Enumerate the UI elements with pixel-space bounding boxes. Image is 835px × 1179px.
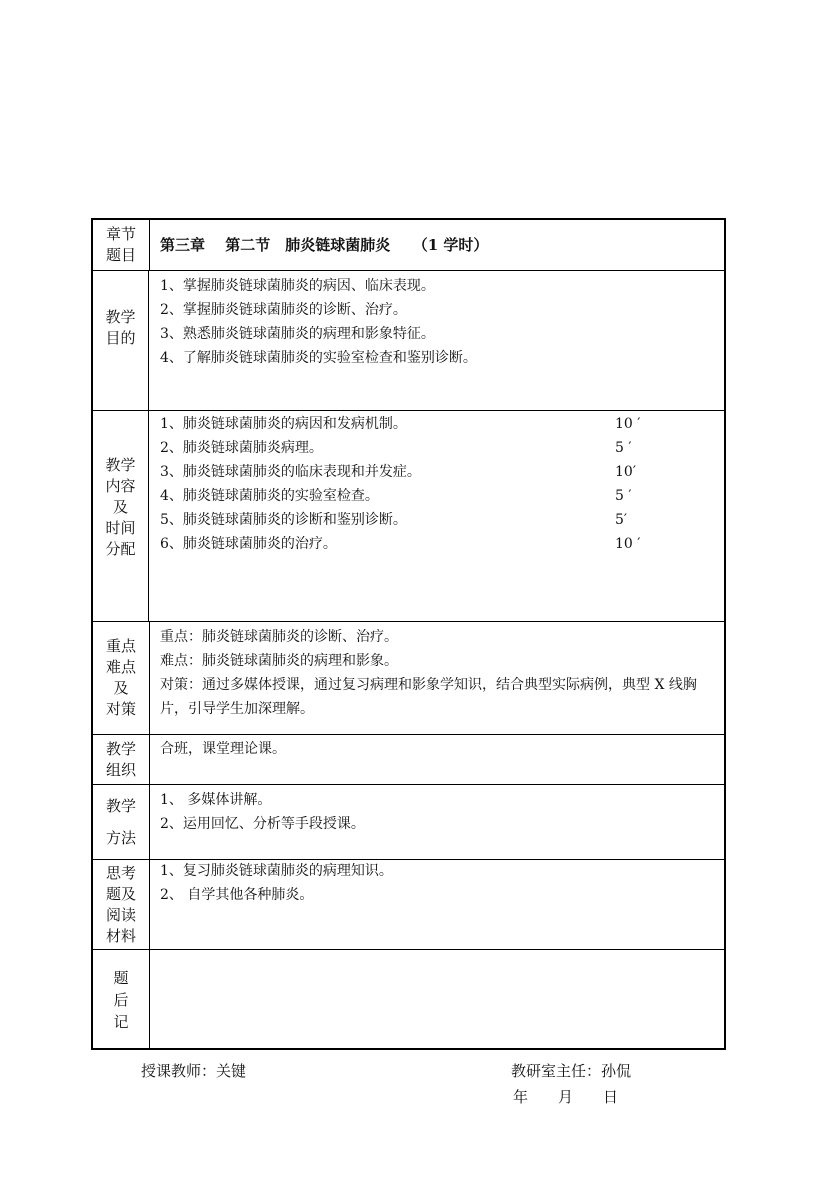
row-label bbox=[93, 220, 150, 270]
label-line: 对策 bbox=[105, 700, 136, 718]
time-value: 10 ′ bbox=[615, 416, 641, 432]
label-line: 后 bbox=[113, 991, 129, 1009]
row-label bbox=[93, 785, 150, 859]
row-label bbox=[93, 271, 149, 410]
list-item: 2、掌握肺炎链球菌肺炎的诊断、治疗。 bbox=[160, 302, 407, 318]
label-line: 教学 bbox=[105, 739, 136, 758]
item-text: 3、肺炎链球菌肺炎的临床表现和并发症。 bbox=[160, 464, 421, 480]
label-line: 难点 bbox=[105, 658, 136, 676]
label-line: 目的 bbox=[105, 329, 136, 347]
label-line: 题 bbox=[113, 969, 129, 987]
list-item bbox=[160, 484, 716, 508]
list-item: 3、熟悉肺炎链球菌肺炎的病理和影象特征。 bbox=[160, 326, 435, 342]
row-content bbox=[160, 412, 716, 556]
label-line: 章节 bbox=[105, 225, 136, 243]
label-line: 内容 bbox=[105, 477, 136, 495]
list-item bbox=[160, 532, 716, 556]
list-item: 重点：肺炎链球菌肺炎的诊断、治疗。 bbox=[160, 629, 398, 645]
list-item bbox=[160, 508, 716, 532]
row-objectives bbox=[93, 271, 724, 411]
label-line: 组织 bbox=[105, 760, 136, 779]
label-line: 材料 bbox=[105, 926, 136, 945]
time-value: 5 ′ bbox=[615, 488, 632, 504]
label-line: 题目 bbox=[105, 246, 136, 264]
list-item: 对策：通过多媒体授课，通过复习病理和影象学知识，结合典型实际病例，典型 X 线胸片，引导学生加深理解。 bbox=[160, 677, 697, 717]
list-item: 4、了解肺炎链球菌肺炎的实验室检查和鉴别诊断。 bbox=[160, 350, 477, 366]
chapter-title: 第三章 第二节 肺炎链球菌肺炎 （1 学时） bbox=[160, 236, 489, 254]
row-notes bbox=[93, 950, 724, 1050]
list-item: 2、运用回忆、分析等手段授课。 bbox=[160, 816, 365, 832]
row-content bbox=[160, 274, 716, 370]
row-label bbox=[93, 411, 149, 621]
label-line: 及 bbox=[112, 498, 128, 516]
label-line: 题及 bbox=[105, 884, 136, 903]
label-line: 方法 bbox=[105, 829, 136, 847]
row-label bbox=[93, 860, 150, 949]
date-line: 年 月 日 bbox=[513, 1088, 619, 1106]
list-item: 2、 自学其他各种肺炎。 bbox=[160, 887, 314, 903]
row-content bbox=[160, 859, 716, 907]
list-item: 1、复习肺炎链球菌肺炎的病理知识。 bbox=[160, 863, 393, 879]
lesson-plan-table bbox=[91, 218, 726, 1050]
row-organization bbox=[93, 735, 724, 785]
label-line: 教学 bbox=[105, 308, 136, 326]
row-label bbox=[93, 735, 150, 784]
label-line: 教学 bbox=[105, 456, 136, 474]
list-item: 1、掌握肺炎链球菌肺炎的病因、临床表现。 bbox=[160, 278, 435, 294]
label-line: 记 bbox=[113, 1013, 129, 1031]
time-value: 10′ bbox=[615, 464, 636, 480]
row-key-points bbox=[93, 622, 724, 735]
list-item: 合班，课堂理论课。 bbox=[160, 741, 286, 757]
time-value: 10 ′ bbox=[615, 536, 641, 552]
label-line: 重点 bbox=[105, 637, 136, 655]
row-content bbox=[160, 737, 716, 761]
teacher-signature: 授课教师：关键 bbox=[141, 1062, 247, 1080]
item-text: 4、肺炎链球菌肺炎的实验室检查。 bbox=[160, 488, 379, 504]
time-value: 5′ bbox=[615, 512, 628, 528]
label-line: 教学 bbox=[105, 797, 136, 815]
item-text: 6、肺炎链球菌肺炎的治疗。 bbox=[160, 536, 337, 552]
director-signature: 教研室主任：孙侃 bbox=[511, 1062, 632, 1080]
list-item: 难点：肺炎链球菌肺炎的病理和影象。 bbox=[160, 653, 398, 669]
row-label bbox=[93, 950, 150, 1050]
item-text: 1、肺炎链球菌肺炎的病因和发病机制。 bbox=[160, 416, 407, 432]
row-label bbox=[93, 622, 150, 734]
list-item bbox=[160, 436, 716, 460]
label-line: 阅读 bbox=[105, 905, 136, 924]
label-line: 思考 bbox=[105, 863, 136, 882]
item-text: 5、肺炎链球菌肺炎的诊断和鉴别诊断。 bbox=[160, 512, 407, 528]
list-item bbox=[160, 412, 716, 436]
list-item: 1、 多媒体讲解。 bbox=[160, 792, 272, 808]
label-line: 时间 bbox=[105, 519, 136, 537]
item-text: 2、肺炎链球菌肺炎病理。 bbox=[160, 440, 323, 456]
row-content bbox=[160, 625, 716, 721]
row-content bbox=[160, 788, 716, 836]
row-methods bbox=[93, 785, 724, 860]
label-line: 分配 bbox=[105, 540, 136, 558]
list-item bbox=[160, 460, 716, 484]
row-chapter-title bbox=[93, 220, 724, 271]
time-value: 5 ′ bbox=[615, 440, 632, 456]
row-content bbox=[160, 233, 716, 258]
row-content-allocation bbox=[93, 411, 724, 622]
row-reading bbox=[93, 860, 724, 950]
label-line: 及 bbox=[113, 679, 129, 697]
